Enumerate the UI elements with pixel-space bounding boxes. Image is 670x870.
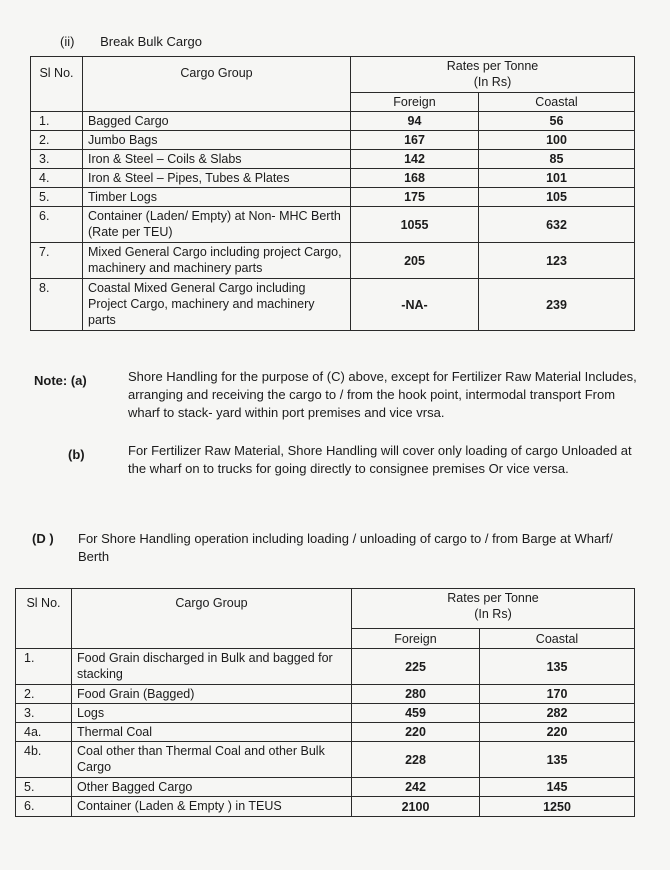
table1-sl-header: Sl No.	[31, 57, 83, 112]
row-sl: 4a.	[16, 723, 72, 742]
row-sl: 1.	[31, 112, 83, 131]
row-foreign-rate: 228	[352, 742, 480, 778]
row-sl: 5.	[16, 778, 72, 797]
row-foreign-rate: 225	[352, 649, 480, 685]
row-cargo-group: Container (Laden & Empty ) in TEUS	[72, 797, 352, 817]
table2-rates-header	[352, 589, 635, 629]
row-foreign-rate: 220	[352, 723, 480, 742]
row-sl: 4.	[31, 169, 83, 188]
row-cargo-group: Other Bagged Cargo	[72, 778, 352, 797]
row-cargo-group: Iron & Steel – Pipes, Tubes & Plates	[83, 169, 351, 188]
row-coastal-rate: 56	[479, 112, 635, 131]
row-foreign-rate: 205	[351, 243, 479, 279]
row-sl: 3.	[31, 150, 83, 169]
row-sl: 6.	[16, 797, 72, 817]
row-coastal-rate: 239	[479, 279, 635, 331]
table-row	[31, 279, 635, 331]
break-bulk-rates-table	[30, 56, 635, 331]
section-ii-label: (ii)	[60, 34, 75, 49]
table-row	[16, 704, 635, 723]
row-foreign-rate: 175	[351, 188, 479, 207]
row-foreign-rate: -NA-	[351, 279, 479, 331]
row-coastal-rate: 282	[480, 704, 635, 723]
section-ii-heading	[60, 34, 202, 49]
table-row	[16, 685, 635, 704]
row-foreign-rate: 142	[351, 150, 479, 169]
row-cargo-group: Container (Laden/ Empty) at Non- MHC Berth (Rate per TEU)	[83, 207, 351, 243]
section-d-text: For Shore Handling operation including loading / unloading of cargo to / from Barge at Wharf/ Berth	[78, 531, 613, 564]
row-sl: 4b.	[16, 742, 72, 778]
table1-rates-unit: (In Rs)	[473, 75, 512, 89]
table1-rates-header	[351, 57, 635, 93]
table2-foreign-header: Foreign	[352, 629, 480, 649]
note-b-text: For Fertilizer Raw Material, Shore Handling will cover only loading of cargo Unloaded at the wharf on to trucks for going directly to consignee premises Or vice versa.	[128, 443, 632, 476]
row-sl: 2.	[31, 131, 83, 150]
table-row	[31, 112, 635, 131]
row-coastal-rate: 220	[480, 723, 635, 742]
table2-header-row-1	[16, 589, 635, 629]
row-sl: 7.	[31, 243, 83, 279]
table-row	[31, 207, 635, 243]
section-ii-title: Break Bulk Cargo	[100, 34, 202, 49]
note-a-label: Note: (a)	[34, 373, 87, 388]
table-row	[31, 188, 635, 207]
row-foreign-rate: 1055	[351, 207, 479, 243]
row-foreign-rate: 94	[351, 112, 479, 131]
row-coastal-rate: 101	[479, 169, 635, 188]
row-foreign-rate: 168	[351, 169, 479, 188]
barge-handling-rates-table	[15, 588, 635, 817]
row-cargo-group: Food Grain (Bagged)	[72, 685, 352, 704]
row-coastal-rate: 135	[480, 649, 635, 685]
row-coastal-rate: 1250	[480, 797, 635, 817]
row-coastal-rate: 170	[480, 685, 635, 704]
row-sl: 1.	[16, 649, 72, 685]
row-foreign-rate: 459	[352, 704, 480, 723]
row-sl: 8.	[31, 279, 83, 331]
table1-coastal-header: Coastal	[479, 93, 635, 112]
row-cargo-group: Food Grain discharged in Bulk and bagged for stacking	[72, 649, 352, 685]
table-row	[16, 649, 635, 685]
row-cargo-group: Bagged Cargo	[83, 112, 351, 131]
table-row	[31, 243, 635, 279]
table2-sl-header: Sl No.	[16, 589, 72, 649]
row-sl: 5.	[31, 188, 83, 207]
table2-rates-unit: (In Rs)	[474, 607, 512, 621]
note-b	[30, 442, 640, 478]
row-cargo-group: Thermal Coal	[72, 723, 352, 742]
row-cargo-group: Coal other than Thermal Coal and other Bulk Cargo	[72, 742, 352, 778]
row-coastal-rate: 135	[480, 742, 635, 778]
row-cargo-group: Iron & Steel – Coils & Slabs	[83, 150, 351, 169]
row-coastal-rate: 145	[480, 778, 635, 797]
row-cargo-group: Mixed General Cargo including project Cargo, machinery and machinery parts	[83, 243, 351, 279]
row-foreign-rate: 242	[352, 778, 480, 797]
row-coastal-rate: 85	[479, 150, 635, 169]
table1-foreign-header: Foreign	[351, 93, 479, 112]
table-row	[16, 778, 635, 797]
table1-rates-label: Rates per Tonne	[446, 59, 539, 73]
table1-header-row-1	[31, 57, 635, 93]
note-a-text: Shore Handling for the purpose of (C) above, except for Fertilizer Raw Material Includes, arranging and receiving the cargo to / from the hook point, intermodal transport From wharf to stack- yard within port premises and vice vrsa.	[128, 369, 637, 420]
row-cargo-group: Timber Logs	[83, 188, 351, 207]
row-coastal-rate: 632	[479, 207, 635, 243]
table2-group-header: Cargo Group	[72, 589, 352, 649]
row-cargo-group: Jumbo Bags	[83, 131, 351, 150]
table-row	[31, 150, 635, 169]
table-row	[16, 723, 635, 742]
row-sl: 6.	[31, 207, 83, 243]
row-sl: 3.	[16, 704, 72, 723]
row-coastal-rate: 105	[479, 188, 635, 207]
row-cargo-group: Coastal Mixed General Cargo including Project Cargo, machinery and machinery parts	[83, 279, 351, 331]
table-row	[31, 169, 635, 188]
row-cargo-group: Logs	[72, 704, 352, 723]
table-row	[16, 797, 635, 817]
row-sl: 2.	[16, 685, 72, 704]
table-row	[16, 742, 635, 778]
note-a	[30, 368, 640, 422]
row-foreign-rate: 280	[352, 685, 480, 704]
row-foreign-rate: 167	[351, 131, 479, 150]
note-b-label: (b)	[68, 447, 85, 462]
section-d	[30, 530, 640, 566]
row-coastal-rate: 100	[479, 131, 635, 150]
table-row	[31, 131, 635, 150]
table2-coastal-header: Coastal	[480, 629, 635, 649]
row-coastal-rate: 123	[479, 243, 635, 279]
table1-group-header: Cargo Group	[83, 57, 351, 112]
table2-rates-label: Rates per Tonne	[447, 591, 539, 605]
section-d-label: (D )	[32, 531, 54, 546]
row-foreign-rate: 2100	[352, 797, 480, 817]
